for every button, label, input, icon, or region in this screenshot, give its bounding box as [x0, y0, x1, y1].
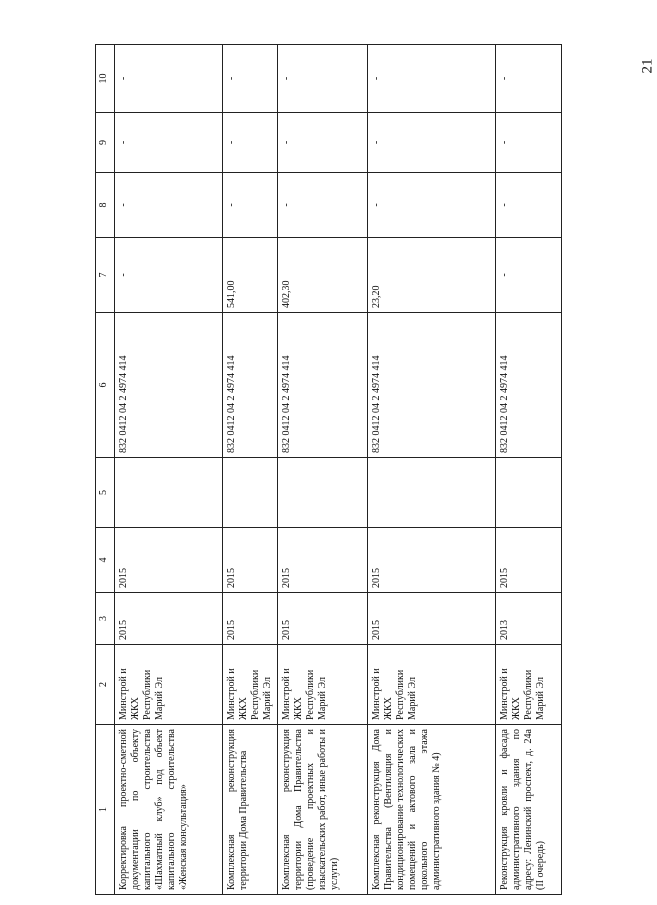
- start-year: 2015: [368, 593, 496, 645]
- budget-code: 832 0412 04 2 4974 414: [223, 313, 278, 458]
- cell-9: -: [368, 113, 496, 173]
- table-row: [496, 45, 562, 895]
- start-year: 2013: [496, 593, 562, 645]
- executor: Минстрой и ЖКХ Республики Марий Эл: [278, 645, 368, 725]
- column-header: 2: [96, 645, 115, 725]
- executor: Минстрой и ЖКХ Республики Марий Эл: [368, 645, 496, 725]
- budget-code: 832 0412 04 2 4974 414: [496, 313, 562, 458]
- column-header: 8: [96, 173, 115, 238]
- cell-5: [223, 458, 278, 528]
- executor: Минстрой и ЖКХ Республики Марий Эл: [115, 645, 223, 725]
- measure-name: Комплексная реконструкция территории Дома Правительства: [223, 725, 278, 895]
- column-header: 4: [96, 528, 115, 593]
- budget-code: 832 0412 04 2 4974 414: [368, 313, 496, 458]
- cell-10: -: [496, 45, 562, 113]
- cell-9: -: [223, 113, 278, 173]
- amount: 23,20: [368, 238, 496, 313]
- end-year: 2015: [223, 528, 278, 593]
- column-header: 5: [96, 458, 115, 528]
- start-year: 2015: [223, 593, 278, 645]
- program-table: [95, 44, 562, 895]
- column-header: 1: [96, 725, 115, 895]
- cell-10: -: [223, 45, 278, 113]
- column-header: 3: [96, 593, 115, 645]
- column-header: 6: [96, 313, 115, 458]
- end-year: 2015: [368, 528, 496, 593]
- measure-name: Корректировка проектно-сметной документации по объекту капитального строительства «Шахматный клуб» под объект капитального строительства «Женская консультация»: [115, 725, 223, 895]
- amount: -: [115, 238, 223, 313]
- cell-10: -: [278, 45, 368, 113]
- cell-9: -: [278, 113, 368, 173]
- amount: -: [496, 238, 562, 313]
- cell-8: -: [223, 173, 278, 238]
- amount: 402,30: [278, 238, 368, 313]
- cell-8: -: [368, 173, 496, 238]
- end-year: 2015: [278, 528, 368, 593]
- measure-name: Комплексная реконструкция Дома Правительства (Вентиляция и кондиционирование технологических помещений и актового зала и цокольного этажа административного здания № 4): [368, 725, 496, 895]
- cell-10: -: [368, 45, 496, 113]
- measure-name: Комплексная реконструкция территории Дома Правительства (проведение проектных и изыскательских работ, иные работы и услуги): [278, 725, 368, 895]
- cell-9: -: [115, 113, 223, 173]
- budget-code: 832 0412 04 2 4974 414: [278, 313, 368, 458]
- table-row: [115, 45, 223, 895]
- cell-5: [496, 458, 562, 528]
- start-year: 2015: [278, 593, 368, 645]
- cell-5: [368, 458, 496, 528]
- executor: Минстрой и ЖКХ Республики Марий Эл: [223, 645, 278, 725]
- cell-9: -: [496, 113, 562, 173]
- page-number: 21: [639, 58, 656, 74]
- table-row: [278, 45, 368, 895]
- measure-name: Реконструкция кровли и фасада административного здания по адресу: Ленинский проспект, д. 24а (II очередь): [496, 725, 562, 895]
- column-header: 9: [96, 113, 115, 173]
- amount: 541,00: [223, 238, 278, 313]
- end-year: 2015: [115, 528, 223, 593]
- table-row: [368, 45, 496, 895]
- cell-8: -: [496, 173, 562, 238]
- column-header: 10: [96, 45, 115, 113]
- cell-5: [115, 458, 223, 528]
- header-row: [96, 45, 115, 895]
- column-header: 7: [96, 238, 115, 313]
- cell-5: [278, 458, 368, 528]
- end-year: 2015: [496, 528, 562, 593]
- table-row: [223, 45, 278, 895]
- cell-8: -: [115, 173, 223, 238]
- cell-10: -: [115, 45, 223, 113]
- budget-code: 832 0412 04 2 4974 414: [115, 313, 223, 458]
- executor: Минстрой и ЖКХ Республики Марий Эл: [496, 645, 562, 725]
- cell-8: -: [278, 173, 368, 238]
- rotated-page-content: [95, 45, 546, 895]
- start-year: 2015: [115, 593, 223, 645]
